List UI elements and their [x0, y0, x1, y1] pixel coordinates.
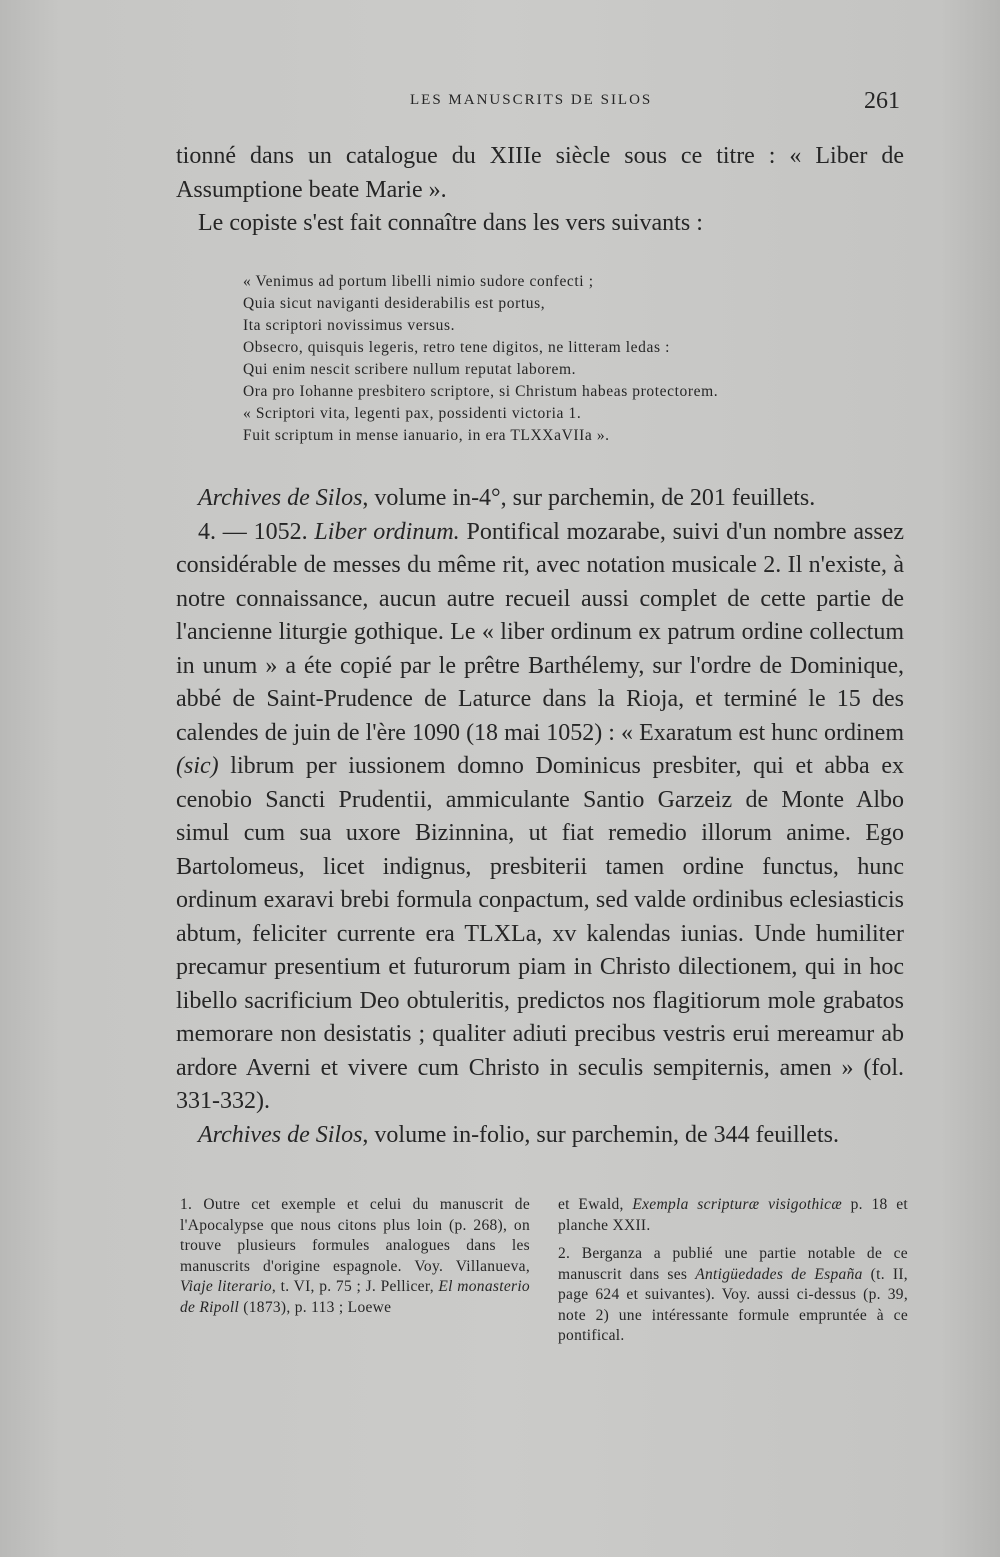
entry-4-paragraph — [176, 516, 904, 1119]
verse-line: Quia sicut naviganti desiderabilis est portus, — [243, 295, 546, 312]
verse-quotation — [243, 271, 883, 447]
archive-title: Archives de Silos — [198, 1121, 363, 1148]
footnote-2 — [558, 1244, 908, 1347]
archive-reference-1 — [176, 482, 904, 516]
footnote-text: et Ewald, — [558, 1196, 633, 1213]
footnote-text: p. 18 et planche XXII. — [558, 1196, 908, 1234]
archive-description: , volume in-4°, sur parchemin, de 201 feuillets. — [362, 485, 816, 511]
verse-line: Ita scriptori novissimus versus. — [243, 317, 456, 334]
intro-line: tionné dans un catalogue du XIIIe siècle sous ce titre : « Liber de Assumptione beate Marie ». — [176, 143, 904, 203]
verse-line: Fuit scriptum in mense ianuario, in era TLXXaVIIa ». — [243, 427, 610, 444]
running-title: LES MANUSCRITS DE SILOS — [410, 92, 653, 108]
verse-line: « Scriptori vita, legenti pax, possidenti victoria 1. — [243, 405, 582, 422]
footnote-text: , t. VI, p. 75 ; J. Pellicer, — [271, 1278, 439, 1295]
footnote-1 — [180, 1195, 530, 1318]
sic-note: (sic) — [176, 753, 219, 779]
intro-copyist-line: Le copiste s'est fait connaître dans les vers suivants : — [198, 210, 703, 236]
footnote-title: Exempla scripturæ visigothicæ — [632, 1196, 842, 1213]
footnote-column-left — [180, 1195, 530, 1318]
verse-line: Obsecro, quisquis legeris, retro tene digitos, ne litteram ledas : — [243, 339, 671, 356]
footnote-text: (1873), p. 113 ; Loewe — [239, 1298, 392, 1316]
footnote-1-continued — [558, 1195, 908, 1236]
entry-number: 4. — 1052. — [198, 518, 308, 545]
main-text — [176, 482, 904, 1152]
verse-line: « Venimus ad portum libelli nimio sudore confecti ; — [243, 273, 594, 290]
archive-title: Archives de Silos — [198, 485, 363, 511]
archive-reference-2 — [176, 1119, 904, 1153]
verse-line: Qui enim nescit scribere nullum reputat laborem. — [243, 361, 577, 378]
footnote-text: 2. Berganza a publié une partie notable de ce manuscrit dans ses — [558, 1245, 908, 1283]
footnote-text: 1. Outre cet exemple et celui du manuscrit de l'Apocalypse que nous citons plus loin (p. 268), on trouve plusieurs formules analogues dans les manuscrits d'origine espagnole. Voy. Villanueva, — [180, 1196, 530, 1275]
entry-text-a: Pontifical mozarabe, suivi d'un nombre assez considérable de messes du même rit, avec notation musicale 2. Il n'existe, à notre connaissance, aucun autre recueil aussi complet de cette partie de l'ancienne liturgie gothique. Le « liber ordinum ex patrum ordine collectum in unum » a éte copié par le prêtre Barthélemy, sur l'ordre de Dominique, abbé de Saint-Prudence de Laturce dans la Rioja, et terminé le 15 des calendes de juin de l'ère 1090 (18 mai 1052) : « Exaratum est hunc ordinem — [176, 518, 905, 746]
footnote-title: El monasterio de Ripoll — [180, 1278, 530, 1316]
entry-text-b: librum per iussionem domno Dominicus presbiter, qui et abba ex cenobio Sancti Prudentii, ammiculante Santio Garzeiz de Monte Albo simul cum sua uxore Bizinnina, ut fiat remedio illorum anime. Ego Bartolomeus, licet indignus, presbiterii tamen ordine functus, hunc ordinum exaravi brebi formula conpactum, sed valde ordinibus eclesiasticis abtum, feliciter currente era TLXLa, xv kalendas iunias. Unde humiliter precamur presentium et futurorum piam in Christo dilectionem, qui in hoc libello sacrificium Deo obtuleritis, predictos nos flagitiorum mole grabatos memorare non desistatis ; qualiter adiuti precibus vestris erui mereamur ab ardore Averni et vivere cum Christo in seculis sempiternis, amen » (fol. 331-332). — [176, 753, 904, 1114]
footnote-title: Antigüedades de España — [695, 1265, 863, 1283]
entry-title: Liber ordinum. — [314, 518, 460, 545]
running-header — [180, 90, 900, 114]
footnote-column-right — [558, 1195, 908, 1347]
intro-paragraph — [176, 140, 904, 241]
footnote-text: (t. II, page 624 et suivantes). Voy. aussi ci-dessus (p. 39, note 2) une intéressante formule empruntée à ce pontifical. — [558, 1265, 908, 1344]
archive-description: , volume in-folio, sur parchemin, de 344 feuillets. — [362, 1121, 839, 1148]
page-number: 261 — [864, 88, 900, 114]
footnote-title: Viaje literario — [180, 1278, 272, 1295]
verse-line: Ora pro Iohanne presbitero scriptore, si Christum habeas protectorem. — [243, 383, 719, 400]
